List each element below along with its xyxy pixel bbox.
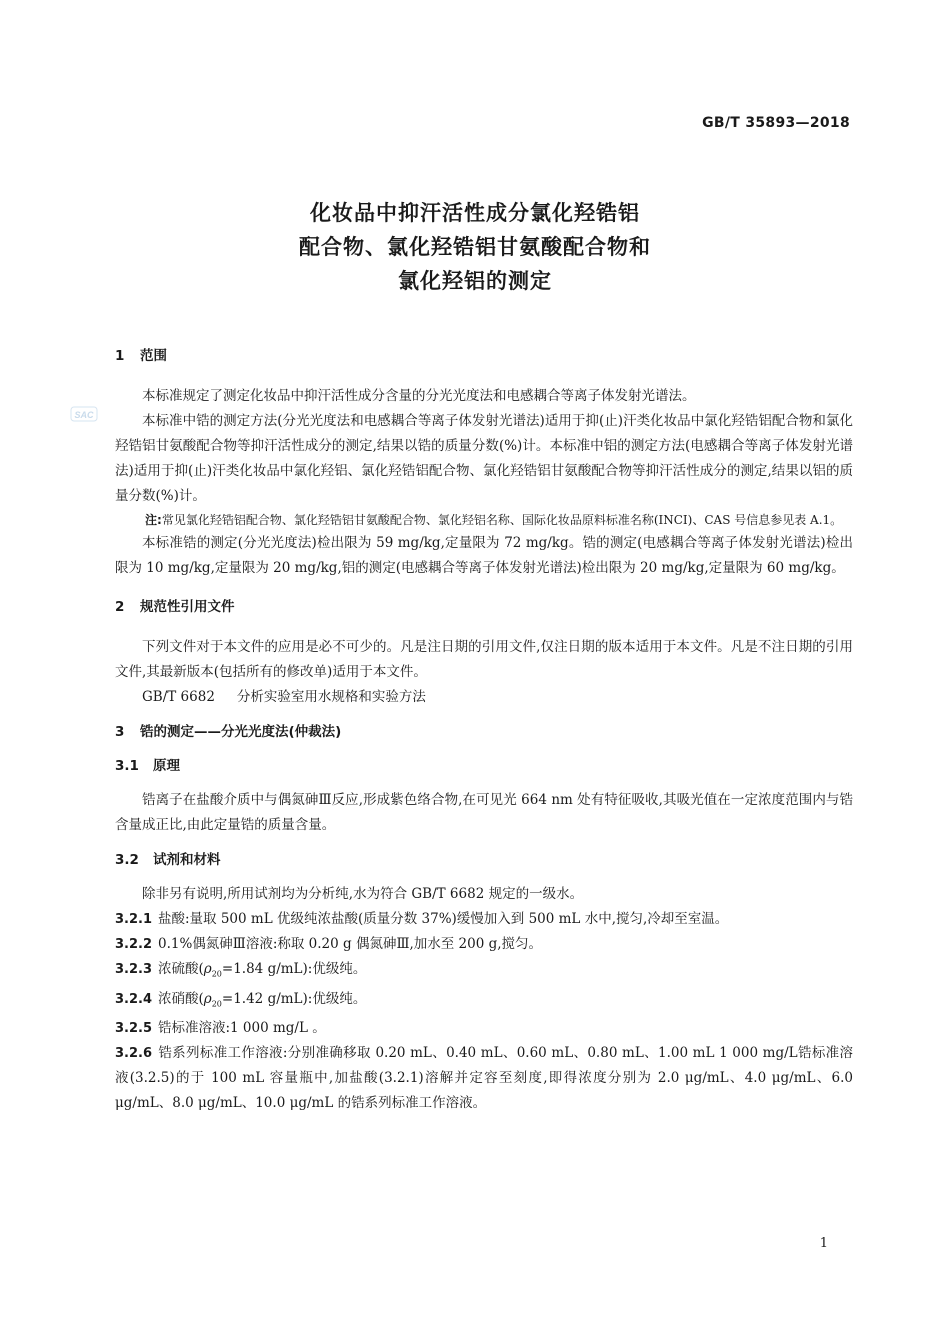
item-text: 锆标准溶液:1 000 mg/L 。 [158, 1020, 326, 1037]
standard-number: GB/T 35893—2018 [702, 115, 850, 131]
sac-watermark-logo [70, 404, 98, 428]
reagent-item [115, 932, 853, 957]
rho-symbol: ρ [203, 990, 212, 1007]
section-title: 范围 [140, 348, 167, 364]
item-number: 3.2.4 [115, 991, 153, 1007]
section-number: 3 [115, 724, 125, 740]
scope-paragraph-1: 本标准规定了测定化妆品中抑汗活性成分含量的分光光度法和电感耦合等离子体发射光谱法。 [142, 388, 696, 404]
reagents-intro: 除非另有说明,所用试剂均为分析纯,水为符合 GB/T 6682 规定的一级水。 [142, 886, 584, 902]
item-text-post: =1.84 g/mL):优级纯。 [221, 961, 367, 977]
rho-subscript: 20 [211, 969, 222, 979]
note-label: 注: [145, 513, 162, 527]
reagent-item [115, 1016, 853, 1041]
rho-symbol: ρ [203, 961, 212, 977]
reference-item [115, 685, 853, 710]
item-number: 3.2.3 [115, 962, 153, 977]
reference-code: GB/T 6682 [142, 689, 215, 705]
page-number: 1 [819, 1236, 828, 1251]
document-body [115, 344, 853, 1116]
normative-references-paragraph: 下列文件对于本文件的应用是必不可少的。凡是注日期的引用文件,仅注日期的版本适用于本文件。凡是不注日期的引用文件,其最新版本(包括所有的修改单)适用于本文件。 [115, 639, 853, 680]
item-text: 锆系列标准工作溶液:分别准确移取 0.20 mL、0.40 mL、0.60 mL、0.80 mL、1.00 mL 1 000 mg/L锆标准溶液(3.2.5)的于 100 mL 容量瓶中,加盐酸(3.2.1)溶解并定容至刻度,即得浓度分别为 2.0 μg/mL、4.0 μg/mL、6.0 μg/mL、8.0 μg/mL、10.0 μg/mL 的锆系列标准工作溶液。 [115, 1045, 853, 1112]
title-line-2: 配合物、氯化羟锆铝甘氨酸配合物和 [299, 235, 651, 259]
section-1-heading [115, 344, 853, 368]
item-text-post: =1.42 g/mL):优级纯。 [221, 990, 367, 1007]
section-2-heading [115, 595, 853, 619]
section-number: 3.1 [115, 758, 139, 774]
rho-subscript: 20 [211, 999, 222, 1009]
section-number: 3.2 [115, 852, 139, 868]
item-text: 0.1%偶氮砷Ⅲ溶液:称取 0.20 g 偶氮砷Ⅲ,加水至 200 g,搅匀。 [158, 936, 543, 952]
section-3-2-heading [115, 848, 853, 872]
title-line-3: 氯化羟铝的测定 [398, 269, 552, 293]
reagent-item [115, 1041, 853, 1116]
document-title [0, 196, 950, 298]
item-text-pre: 浓硫酸( [158, 961, 204, 977]
reagent-item [115, 987, 853, 1017]
section-number: 1 [115, 348, 125, 364]
item-text-pre: 浓硝酸( [158, 990, 204, 1007]
scope-paragraph-2: 本标准中锆的测定方法(分光光度法和电感耦合等离子体发射光谱法)适用于抑(止)汗类化妆品中氯化羟锆铝配合物和氯化羟锆铝甘氨酸配合物等抑汗活性成分的测定,结果以锆的质量分数(%)计。本标准中铝的测定方法(电感耦合等离子体发射光谱法)适用于抑(止)汗类化妆品中氯化羟铝、氯化羟锆铝配合物、氯化羟锆铝甘氨酸配合物等抑汗活性成分的测定,结果以铝的质量分数(%)计。 [115, 413, 853, 504]
item-number: 3.2.2 [115, 937, 153, 952]
section-title: 规范性引用文件 [140, 599, 235, 615]
principle-paragraph: 锆离子在盐酸介质中与偶氮砷Ⅲ反应,形成紫色络合物,在可见光 664 nm 处有特征吸收,其吸光值在一定浓度范围内与锆含量成正比,由此定量锆的质量含量。 [115, 792, 853, 833]
section-number: 2 [115, 599, 125, 615]
reference-title: 分析实验室用水规格和实验方法 [236, 689, 426, 705]
scope-paragraph-3: 本标准锆的测定(分光光度法)检出限为 59 mg/kg,定量限为 72 mg/kg。锆的测定(电感耦合等离子体发射光谱法)检出限为 10 mg/kg,定量限为 20 mg/kg,铝的测定(电感耦合等离子体发射光谱法)检出限为 20 mg/kg,定量限为 60 mg/kg。 [115, 535, 853, 576]
item-number: 3.2.1 [115, 912, 153, 927]
title-line-1: 化妆品中抑汗活性成分氯化羟锆铝 [310, 201, 640, 225]
section-title: 原理 [153, 758, 180, 774]
item-number: 3.2.6 [115, 1046, 153, 1062]
item-number: 3.2.5 [115, 1021, 153, 1037]
section-3-heading [115, 720, 853, 744]
note-text: 常见氯化羟锆铝配合物、氯化羟锆铝甘氨酸配合物、氯化羟铝名称、国际化妆品原料标准名称(INCI)、CAS 号信息参见表 A.1。 [161, 513, 843, 527]
section-3-1-heading [115, 754, 853, 778]
svg-text:SAC: SAC [74, 410, 94, 420]
reagent-item [115, 907, 853, 932]
scope-note [145, 509, 853, 531]
section-title: 锆的测定——分光光度法(仲裁法) [140, 724, 342, 740]
section-title: 试剂和材料 [153, 852, 221, 868]
item-text: 盐酸:量取 500 mL 优级纯浓盐酸(质量分数 37%)缓慢加入到 500 mL 水中,搅匀,冷却至室温。 [158, 911, 729, 927]
reagent-item [115, 957, 853, 987]
